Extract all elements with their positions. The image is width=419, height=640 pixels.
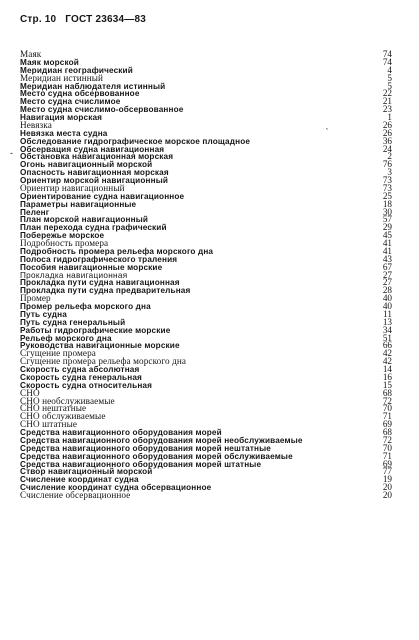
index-term: Обследование гидрографическое морское площадное <box>20 136 251 146</box>
index-term: Сгущение промера рельефа морского дна <box>20 356 187 367</box>
index-page-number: 36 <box>382 135 392 146</box>
index-entry <box>20 492 392 500</box>
index-page-number: 69 <box>382 458 392 469</box>
index-term: Скорость судна относительная <box>20 380 153 390</box>
index-page-number: 77 <box>382 466 392 477</box>
index-term: Средства навигационного оборудования морей <box>20 428 222 437</box>
index-term: СНО штатные <box>20 419 78 430</box>
index-page-number: 22 <box>382 88 392 99</box>
index-term: Место судна счислимое <box>20 97 121 107</box>
index-term: Маяк <box>20 49 42 59</box>
index-page-number: 70 <box>382 442 392 453</box>
index-page-number: 51 <box>382 332 392 343</box>
page-number-label: Стр. 10 <box>20 14 57 25</box>
index-page-number: 23 <box>382 104 392 115</box>
index-term: Работы гидрографические морские <box>20 325 171 335</box>
index-term: Подробность промера <box>20 238 109 248</box>
index-page-number: 43 <box>382 253 392 264</box>
index-page-number: 21 <box>382 96 392 107</box>
index-entry <box>20 198 392 209</box>
index-term: Ориентир морской навигационный <box>20 176 169 185</box>
index-term: Средства навигационного оборудования морей штатные <box>20 459 262 469</box>
index-page-number: 20 <box>382 490 392 500</box>
index-page-number: 41 <box>382 238 392 248</box>
index-page-number: 74 <box>382 49 392 59</box>
index-term: Навигация морская <box>20 113 103 122</box>
index-term: Ориентир навигационный <box>20 182 125 193</box>
index-page-number: 67 <box>382 261 392 272</box>
index-term: Параметры навигационные <box>20 199 137 209</box>
index-term: Огонь навигационный морской <box>20 160 153 170</box>
index-page-number: 66 <box>382 340 392 351</box>
index-page-number: 26 <box>382 119 392 130</box>
index-entry <box>20 114 392 122</box>
index-term: Меридиан наблюдателя истинный <box>20 81 166 91</box>
index-page-number: 28 <box>382 285 392 296</box>
index-term: Место судна обсервованное <box>20 89 140 99</box>
index-entry <box>20 287 392 295</box>
index-term: Полоса гидрографического траления <box>20 254 178 264</box>
index-page-number: 14 <box>382 364 392 374</box>
index-term: Невязка места судна <box>20 128 108 138</box>
margin-tick-mark: , <box>323 121 329 132</box>
index-page-number: 42 <box>382 356 392 367</box>
index-page-number: 76 <box>382 159 392 170</box>
index-page-number: 19 <box>382 474 392 485</box>
index-term: Створ навигационный морской <box>20 467 153 477</box>
index-term: Пособия навигационные морские <box>20 262 163 272</box>
index-page-number: 34 <box>382 324 392 335</box>
index-page-number: 16 <box>382 371 392 382</box>
index-page-number: 5 <box>387 80 392 91</box>
index-term: Скорость судна абсолютная <box>20 365 140 374</box>
index-term: Прокладка пути судна навигационная <box>20 278 180 288</box>
index-term: Путь судна <box>20 309 67 319</box>
index-page-number: 70 <box>382 403 392 414</box>
index-page-number: 73 <box>382 175 392 185</box>
index-term: Место судна счислимо-обсервованное <box>20 105 184 115</box>
index-page-number: 71 <box>382 450 392 461</box>
index-term: Опасность навигационная морская <box>20 168 169 178</box>
index-page-number: 27 <box>382 277 392 288</box>
index-page-number: 18 <box>382 198 392 209</box>
index-term: Счисление координат судна <box>20 475 139 485</box>
index-page-number: 69 <box>382 419 392 430</box>
index-page-number: 1 <box>387 112 392 122</box>
index-term: Подробность промера рельефа морского дна <box>20 246 214 256</box>
index-page-number: 20 <box>382 482 392 493</box>
index-page-number: 11 <box>383 308 392 319</box>
index-page-number: 24 <box>382 143 392 154</box>
index-page-number: 74 <box>382 56 392 67</box>
index-term: СНО обслуживаемые <box>20 411 106 422</box>
index-page-number: 30 <box>382 206 392 217</box>
index-term: Прокладка пути судна предварительная <box>20 286 191 296</box>
index-term: Меридиан географический <box>20 65 133 75</box>
index-page-number: 72 <box>382 434 392 445</box>
index-page-number: 2 <box>387 151 392 162</box>
index-term: Обсервация судна навигационная <box>20 144 165 154</box>
index-term: План перехода судна графический <box>20 223 167 233</box>
index-term: Прокладка навигационная <box>20 270 128 280</box>
index-term: Меридиан истинный <box>20 72 104 83</box>
index-page-number: 45 <box>382 230 392 241</box>
index-page-number: 42 <box>382 348 392 359</box>
index-term: Ориентирование судна навигационное <box>20 191 185 201</box>
index-term: Обстановка навигационная морская <box>20 152 174 162</box>
index-page-number: 15 <box>382 379 392 390</box>
index-term: Скорость судна генеральная <box>20 372 142 382</box>
index-page-number: 26 <box>382 127 392 138</box>
index-page-number: 4 <box>387 64 392 75</box>
page-header <box>20 14 146 25</box>
index-page-number: 40 <box>382 293 392 304</box>
index-term: Средства навигационного оборудования морей обслуживаемые <box>20 451 293 461</box>
index-entry <box>20 303 392 311</box>
index-page-number: 29 <box>382 222 392 233</box>
index-page-number: 72 <box>382 395 392 406</box>
index-page-number: 13 <box>382 316 392 327</box>
index-term: Средства навигационного оборудования морей нештатные <box>20 443 271 453</box>
index-term: Побережье морское <box>20 231 105 241</box>
index-page-number: 68 <box>382 427 392 437</box>
index-term: Счисление обсервационное <box>20 490 131 500</box>
index-page-number: 3 <box>387 167 392 178</box>
index-entry <box>20 379 392 390</box>
index-term: Счисление координат судна обсервационное <box>20 483 212 493</box>
index-page-number: 27 <box>382 269 392 280</box>
alphabetical-term-index <box>20 51 392 500</box>
index-page-number: 5 <box>387 72 392 83</box>
index-page-number: 71 <box>382 411 392 422</box>
margin-dash-mark: - <box>10 148 13 158</box>
index-term: СНО нештатные <box>20 403 87 414</box>
index-page-number: 68 <box>382 387 392 398</box>
index-page-number: 73 <box>382 182 392 193</box>
index-term: Средства навигационного оборудования морей необслуживаемые <box>20 435 303 445</box>
standard-designation: ГОСТ 23634—83 <box>65 14 147 25</box>
index-term: Рельеф морского дна <box>20 333 112 343</box>
index-term: СНО необслуживаемые <box>20 395 115 406</box>
index-term: Руководства навигационные морские <box>20 341 180 351</box>
index-term: Сгущение промера <box>20 348 96 359</box>
index-page-number: 41 <box>382 245 392 256</box>
index-term: Пеленг <box>20 207 50 217</box>
index-term: Промер <box>20 293 51 304</box>
index-term: План морской навигационный <box>20 215 149 225</box>
index-term: СНО <box>20 387 40 398</box>
index-page-number: 40 <box>382 301 392 311</box>
index-term: Путь судна генеральный <box>20 317 126 327</box>
index-page-number: 57 <box>382 214 392 225</box>
index-term: Промер рельефа морского дна <box>20 302 151 311</box>
index-term: Маяк морской <box>20 57 79 67</box>
index-term: Невязка <box>20 119 52 130</box>
index-page-number: 25 <box>382 190 392 201</box>
